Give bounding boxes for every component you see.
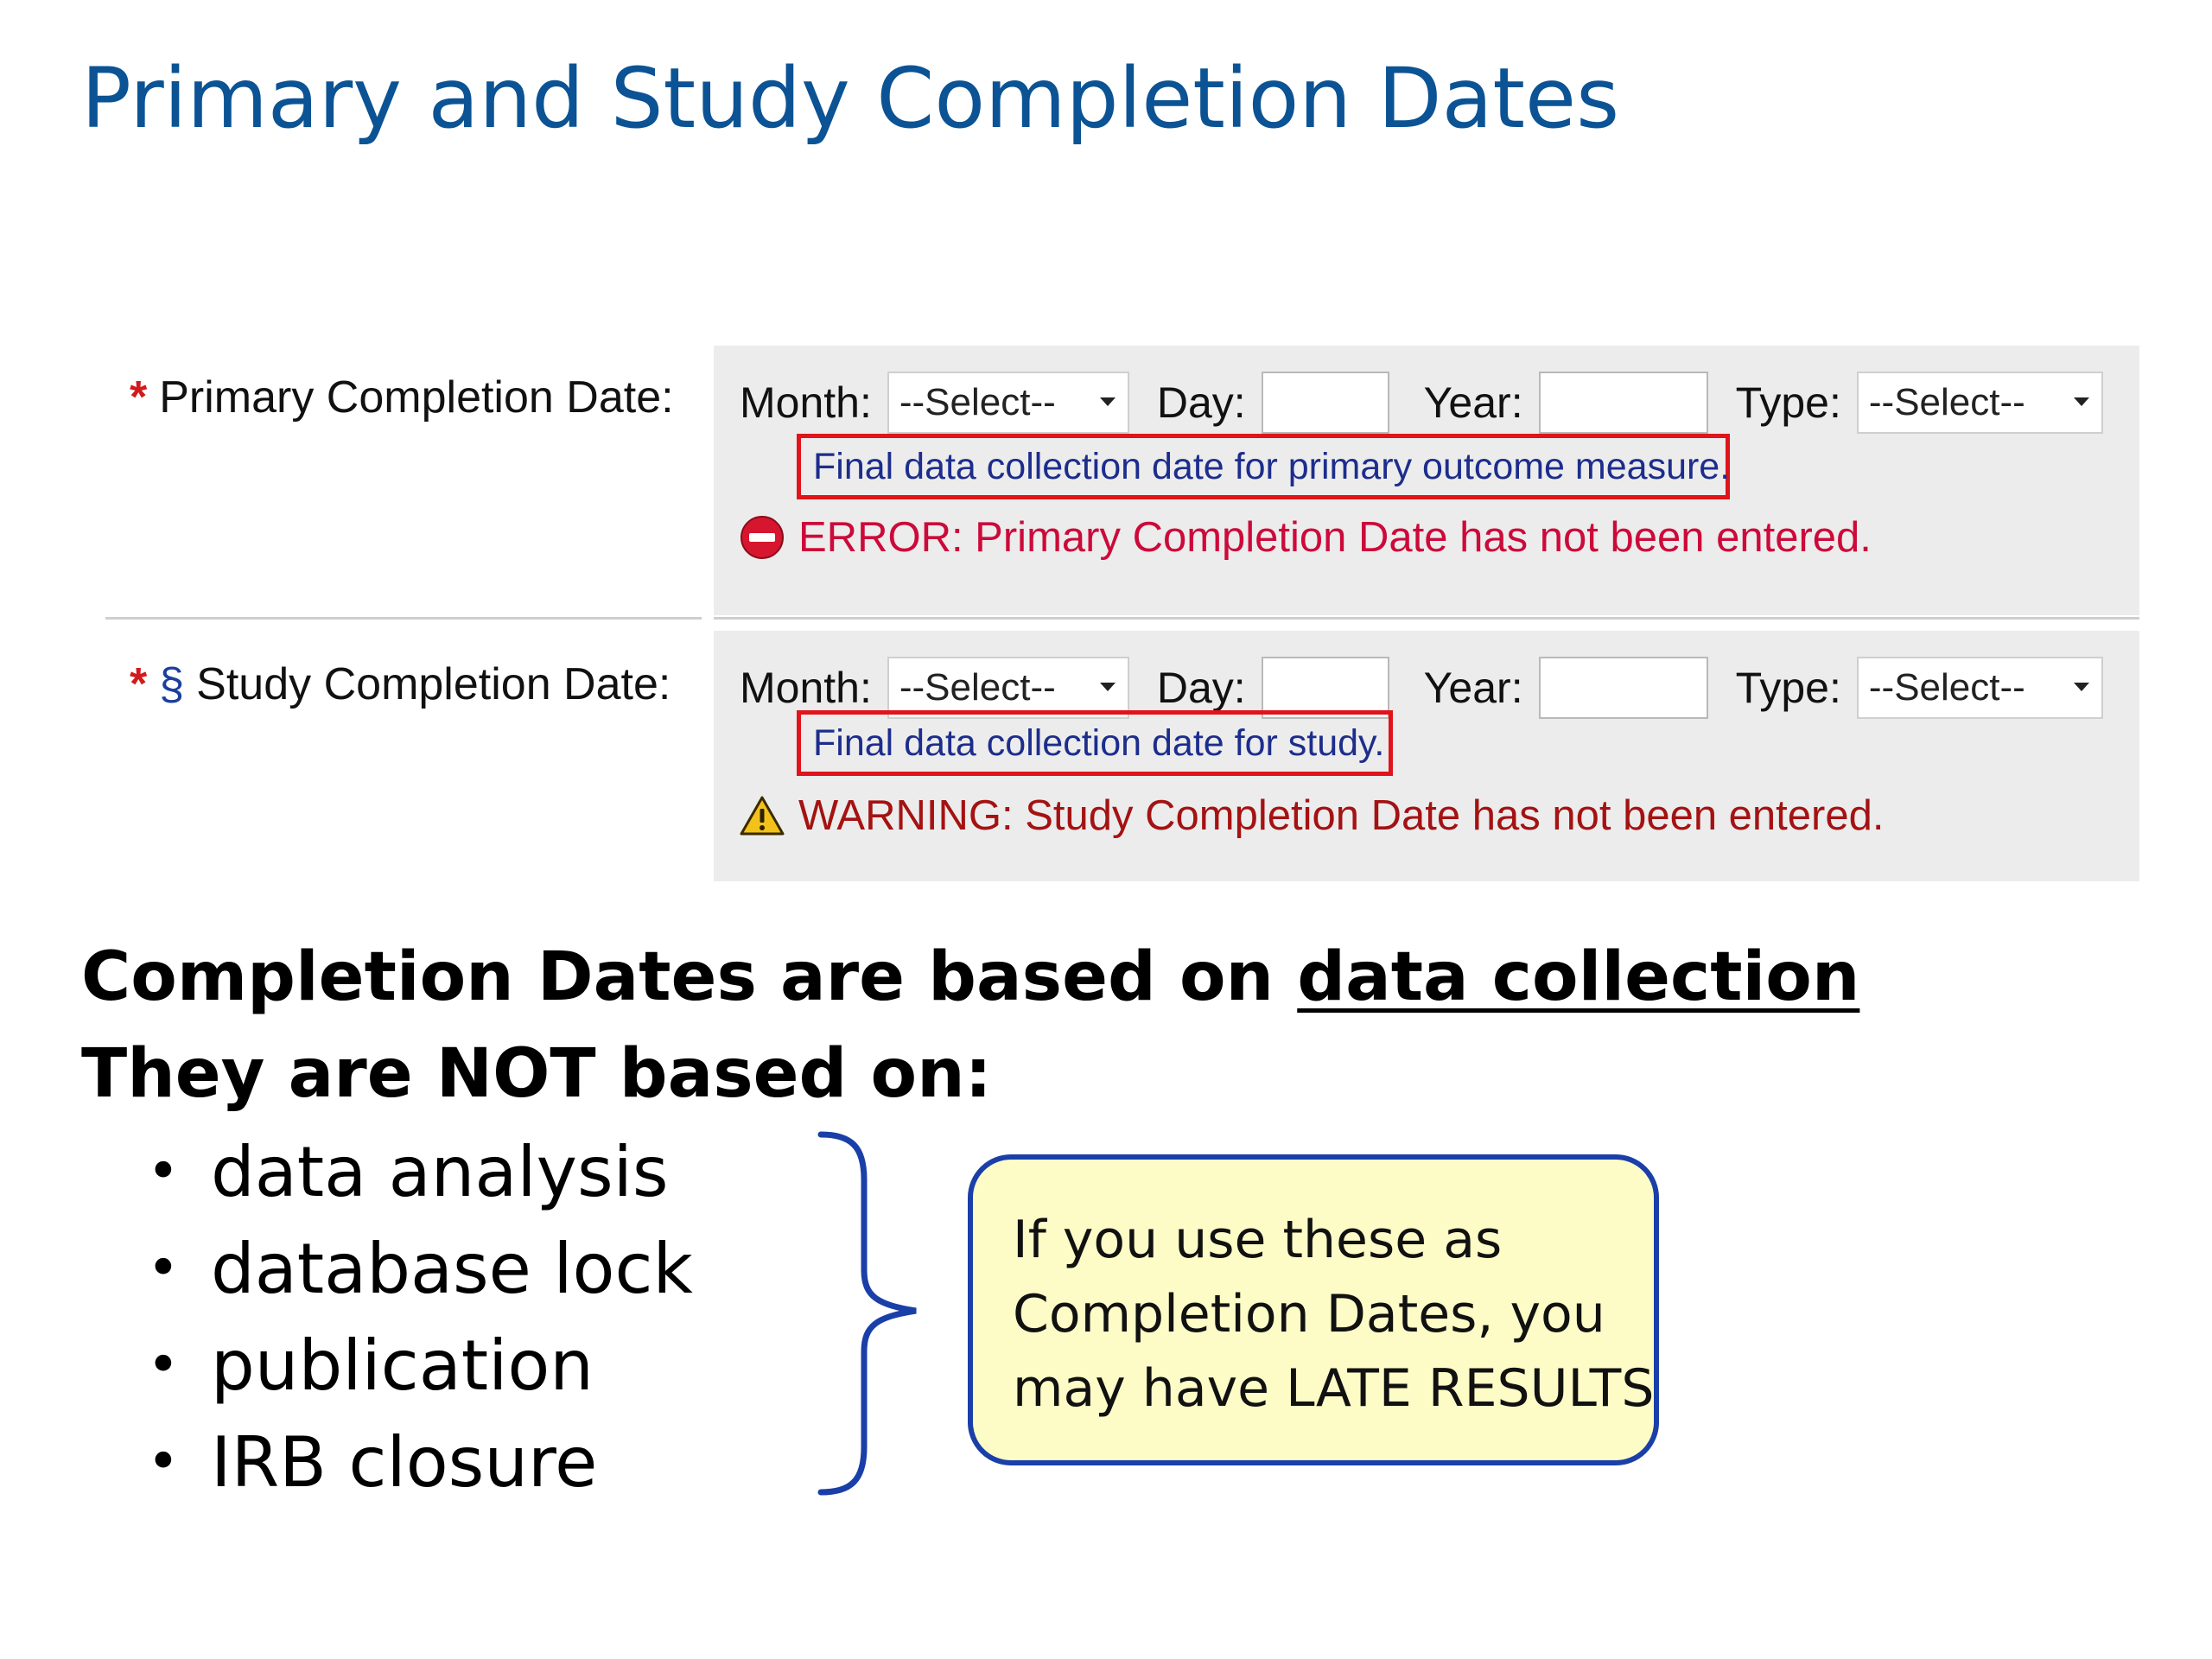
list-item xyxy=(147,1317,693,1414)
warning-icon xyxy=(740,795,785,836)
primary-completion-hint: Final data collection date for primary outcome measure. xyxy=(797,434,1730,499)
study-type-select[interactable] xyxy=(1857,657,2103,719)
day-label: Day: xyxy=(1156,664,1246,712)
error-icon xyxy=(740,515,785,560)
study-completion-panel xyxy=(714,631,2139,881)
year-label: Year: xyxy=(1423,378,1523,427)
study-completion-label xyxy=(130,658,671,710)
month-label: Month: xyxy=(740,664,872,712)
dropdown-arrow-icon xyxy=(2074,683,2089,691)
slide-title: Primary and Study Completion Dates xyxy=(81,50,1620,147)
statement-prefix: Completion Dates are based on xyxy=(81,938,1298,1016)
bullet-icon: • xyxy=(147,1333,180,1397)
dropdown-arrow-icon xyxy=(1100,683,1116,691)
primary-type-select[interactable] xyxy=(1857,372,2103,434)
not-based-on-heading: They are NOT based on: xyxy=(81,1035,992,1113)
year-label: Year: xyxy=(1423,664,1523,712)
callout-line: Completion Dates, you xyxy=(1013,1284,1605,1344)
required-mark: * xyxy=(130,372,148,423)
list-item-text: database lock xyxy=(211,1228,693,1309)
late-results-callout xyxy=(968,1154,1659,1465)
primary-day-input[interactable] xyxy=(1262,372,1389,434)
row-divider xyxy=(105,617,702,620)
study-completion-warning-text: WARNING: Study Completion Date has not been entered. xyxy=(798,792,1885,839)
statement-emphasis: data collection xyxy=(1297,938,1860,1016)
primary-type-value: --Select-- xyxy=(1868,381,2025,423)
primary-completion-label xyxy=(130,372,674,423)
primary-completion-panel xyxy=(714,346,2139,615)
type-label: Type: xyxy=(1735,664,1841,712)
list-item xyxy=(147,1414,693,1510)
bullet-icon: • xyxy=(147,1236,180,1300)
primary-completion-label-text: Primary Completion Date: xyxy=(159,372,674,423)
not-based-on-list xyxy=(147,1123,693,1510)
primary-completion-error-text: ERROR: Primary Completion Date has not been entered. xyxy=(798,514,1872,561)
list-item xyxy=(147,1220,693,1317)
day-label: Day: xyxy=(1156,378,1246,427)
list-item-text: IRB closure xyxy=(211,1421,598,1503)
callout-line: If you use these as xyxy=(1013,1210,1503,1270)
callout-line: may have LATE RESULTS xyxy=(1013,1358,1655,1419)
bullet-icon: • xyxy=(147,1430,180,1494)
study-completion-warning xyxy=(740,791,1885,840)
bullet-icon: • xyxy=(147,1140,180,1204)
right-curly-brace-icon xyxy=(812,1128,933,1499)
list-item xyxy=(147,1123,693,1220)
list-item-text: publication xyxy=(211,1325,594,1406)
dropdown-arrow-icon xyxy=(2074,397,2089,406)
row-divider xyxy=(714,617,2139,620)
list-item-text: data analysis xyxy=(211,1131,669,1212)
completion-dates-statement xyxy=(81,938,1859,1016)
study-completion-hint: Final data collection date for study. xyxy=(797,710,1393,776)
study-month-value: --Select-- xyxy=(899,666,1056,709)
study-year-input[interactable] xyxy=(1539,657,1708,719)
primary-completion-error xyxy=(740,513,1872,562)
primary-month-select[interactable] xyxy=(887,372,1129,434)
month-label: Month: xyxy=(740,378,872,427)
section-mark: § xyxy=(159,659,185,709)
study-completion-label-text: Study Completion Date: xyxy=(196,659,671,709)
primary-month-value: --Select-- xyxy=(899,381,1056,423)
type-label: Type: xyxy=(1735,378,1841,427)
primary-year-input[interactable] xyxy=(1539,372,1708,434)
dropdown-arrow-icon xyxy=(1100,397,1116,406)
primary-completion-fields xyxy=(740,372,2103,434)
study-type-value: --Select-- xyxy=(1868,666,2025,709)
required-mark: * xyxy=(130,659,148,709)
